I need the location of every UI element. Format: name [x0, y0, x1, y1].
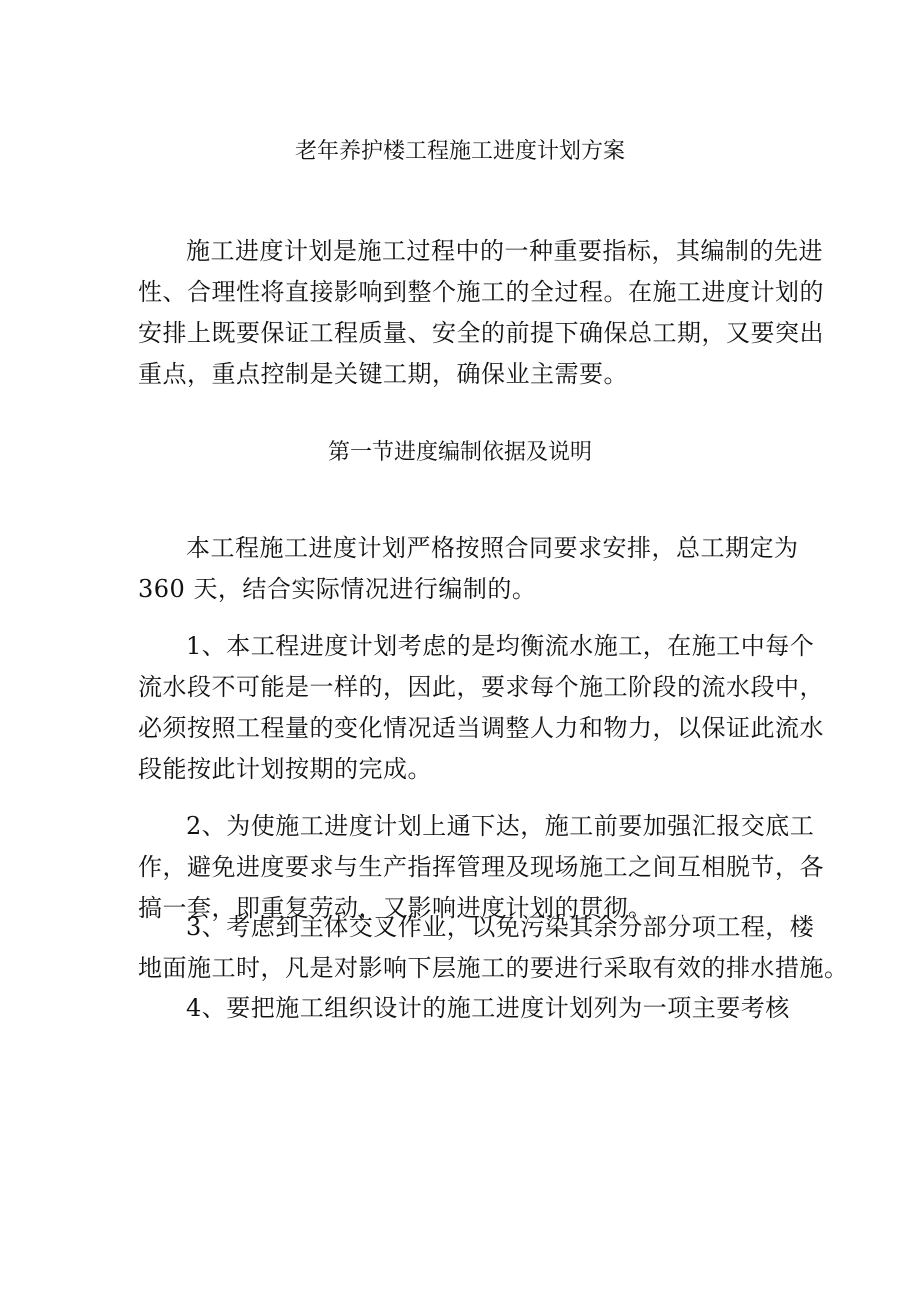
intro-paragraph: [138, 231, 824, 395]
paragraph-line: 段能按此计划按期的完成。: [138, 755, 432, 783]
paragraph-line: 4、要把施工组织设计的施工进度计划列为一项主要考核: [186, 994, 790, 1022]
paragraph-line: 3、考虑到主体交叉作业，以免污染其余分部分项工程，楼: [186, 913, 815, 941]
schedule-basis-paragraph: [138, 528, 799, 610]
item-1-paragraph: [138, 626, 824, 790]
paragraph-line: 搞一套，即重复劳动，又影响进度计划的贯彻。: [138, 894, 653, 922]
paragraph-line: 性、合理性将直接影响到整个施工的全过程。在施工进度计划的: [138, 278, 824, 306]
paragraph-line: 2、为使施工进度计划上通下达，施工前要加强汇报交底工: [186, 812, 815, 840]
paragraph-line: 必须按照工程量的变化情况适当调整人力和物力，以保证此流水: [138, 714, 824, 742]
paragraph-line: 地面施工时，凡是对影响下层施工的要进行采取有效的排水措施。: [138, 954, 849, 982]
paragraph-line: 本工程施工进度计划严格按照合同要求安排，总工期定为: [186, 534, 799, 562]
paragraph-line: 1、本工程进度计划考虑的是均衡流水施工，在施工中每个: [186, 632, 815, 660]
paragraph-line: 重点，重点控制是关键工期，确保业主需要。: [138, 360, 628, 388]
paragraph-line: 流水段不可能是一样的，因此，要求每个施工阶段的流水段中，: [138, 673, 824, 701]
paragraph-line: 安排上既要保证工程质量、安全的前提下确保总工期，又要突出: [138, 319, 824, 347]
item-3-paragraph: [138, 907, 849, 989]
paragraph-line: 作，避免进度要求与生产指挥管理及现场施工之间互相脱节，各: [138, 853, 824, 881]
paragraph-line: 施工进度计划是施工过程中的一种重要指标，其编制的先进: [186, 237, 823, 265]
section-heading: 第一节进度编制依据及说明: [327, 440, 592, 465]
paragraph-line: 360 天，结合实际情况进行编制的。: [138, 575, 537, 603]
item-4-paragraph: [138, 988, 792, 1029]
document-title: 老年养护楼工程施工进度计划方案: [294, 139, 625, 164]
